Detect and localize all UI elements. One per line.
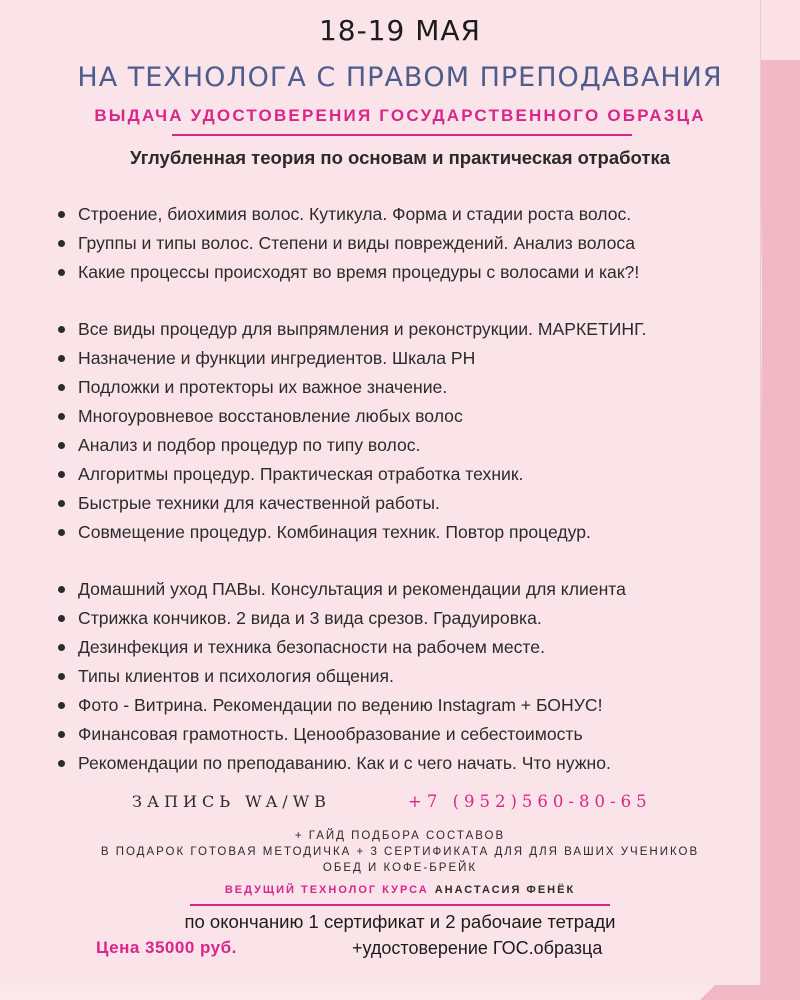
topics-list-procedures xyxy=(54,315,754,547)
gift-line-lunch: ОБЕД И КОФЕ-БРЕЙК xyxy=(322,862,478,874)
course-price: Цена 35000 руб. xyxy=(96,938,237,957)
signup-label: ЗАПИСЬ WA/WB xyxy=(132,792,331,811)
gift-block xyxy=(0,828,800,876)
topics-list-basics xyxy=(54,200,754,287)
list-item: Рекомендации по преподаванию. Как и с чего начать. Что нужно. xyxy=(54,749,754,778)
list-item: Быстрые техники для качественной работы. xyxy=(54,489,754,518)
certificate-underline xyxy=(172,134,632,136)
gift-line-guide: + ГАЙД ПОДБОРА СОСТАВОВ xyxy=(294,830,506,842)
list-item: Дезинфекция и техника безопасности на рабочем месте. xyxy=(54,633,754,662)
teacher-line xyxy=(0,884,800,896)
list-item: Финансовая грамотность. Ценообразование и себестоимость xyxy=(54,720,754,749)
list-item: Анализ и подбор процедур по типу волос. xyxy=(54,431,754,460)
after-course-text: по окончанию 1 сертификат и 2 рабочаие тетради xyxy=(184,911,616,932)
list-item: Все виды процедур для выпрямления и реконструкции. МАРКЕТИНГ. xyxy=(54,315,754,344)
phone-number[interactable]: +7 (952)560-80-65 xyxy=(408,792,652,811)
topics-list-business xyxy=(54,575,754,778)
list-item: Строение, биохимия волос. Кутикула. Форма и стадии роста волос. xyxy=(54,200,754,229)
license-text: +удостоверение ГОС.образца xyxy=(352,938,603,958)
list-item: Группы и типы волос. Степени и виды повреждений. Анализ волоса xyxy=(54,229,754,258)
list-item: Подложки и протекторы их важное значение. xyxy=(54,373,754,402)
list-item: Домашний уход ПАВы. Консультация и рекомендации для клиента xyxy=(54,575,754,604)
list-item: Многоуровневое восстановление любых волос xyxy=(54,402,754,431)
gift-line-method: В ПОДАРОК ГОТОВАЯ МЕТОДИЧКА + 3 СЕРТИФИКАТА ДЛЯ ДЛЯ ВАШИХ УЧЕНИКОВ xyxy=(100,846,700,858)
course-subtitle: НА ТЕХНОЛОГА С ПРАВОМ ПРЕПОДАВАНИЯ xyxy=(77,62,723,93)
teacher-underline xyxy=(190,904,610,906)
list-item: Назначение и функции ингредиентов. Шкала PH xyxy=(54,344,754,373)
list-item: Стрижка кончиков. 2 вида и 3 вида срезов. Градуировка. xyxy=(54,604,754,633)
course-tagline: Углубленная теория по основам и практическая отработка xyxy=(129,147,670,168)
list-item: Типы клиентов и психология общения. xyxy=(54,662,754,691)
teacher-name: АНАСТАСИЯ ФЕНЁК xyxy=(434,884,576,896)
course-date: 18-19 МАЯ xyxy=(318,14,482,47)
list-item: Какие процессы происходят во время процедуры с волосами и как?! xyxy=(54,258,754,287)
list-item: Фото - Витрина. Рекомендации по ведению Instagram + БОНУС! xyxy=(54,691,754,720)
list-item: Алгоритмы процедур. Практическая отработка техник. xyxy=(54,460,754,489)
list-item: Совмещение процедур. Комбинация техник. Повтор процедур. xyxy=(54,518,754,547)
teacher-role: ВЕДУЩИЙ ТЕХНОЛОГ КУРСА xyxy=(224,884,429,896)
certificate-line: ВЫДАЧА УДОСТОВЕРЕНИЯ ГОСУДАРСТВЕННОГО ОБРАЗЦА xyxy=(94,106,706,125)
